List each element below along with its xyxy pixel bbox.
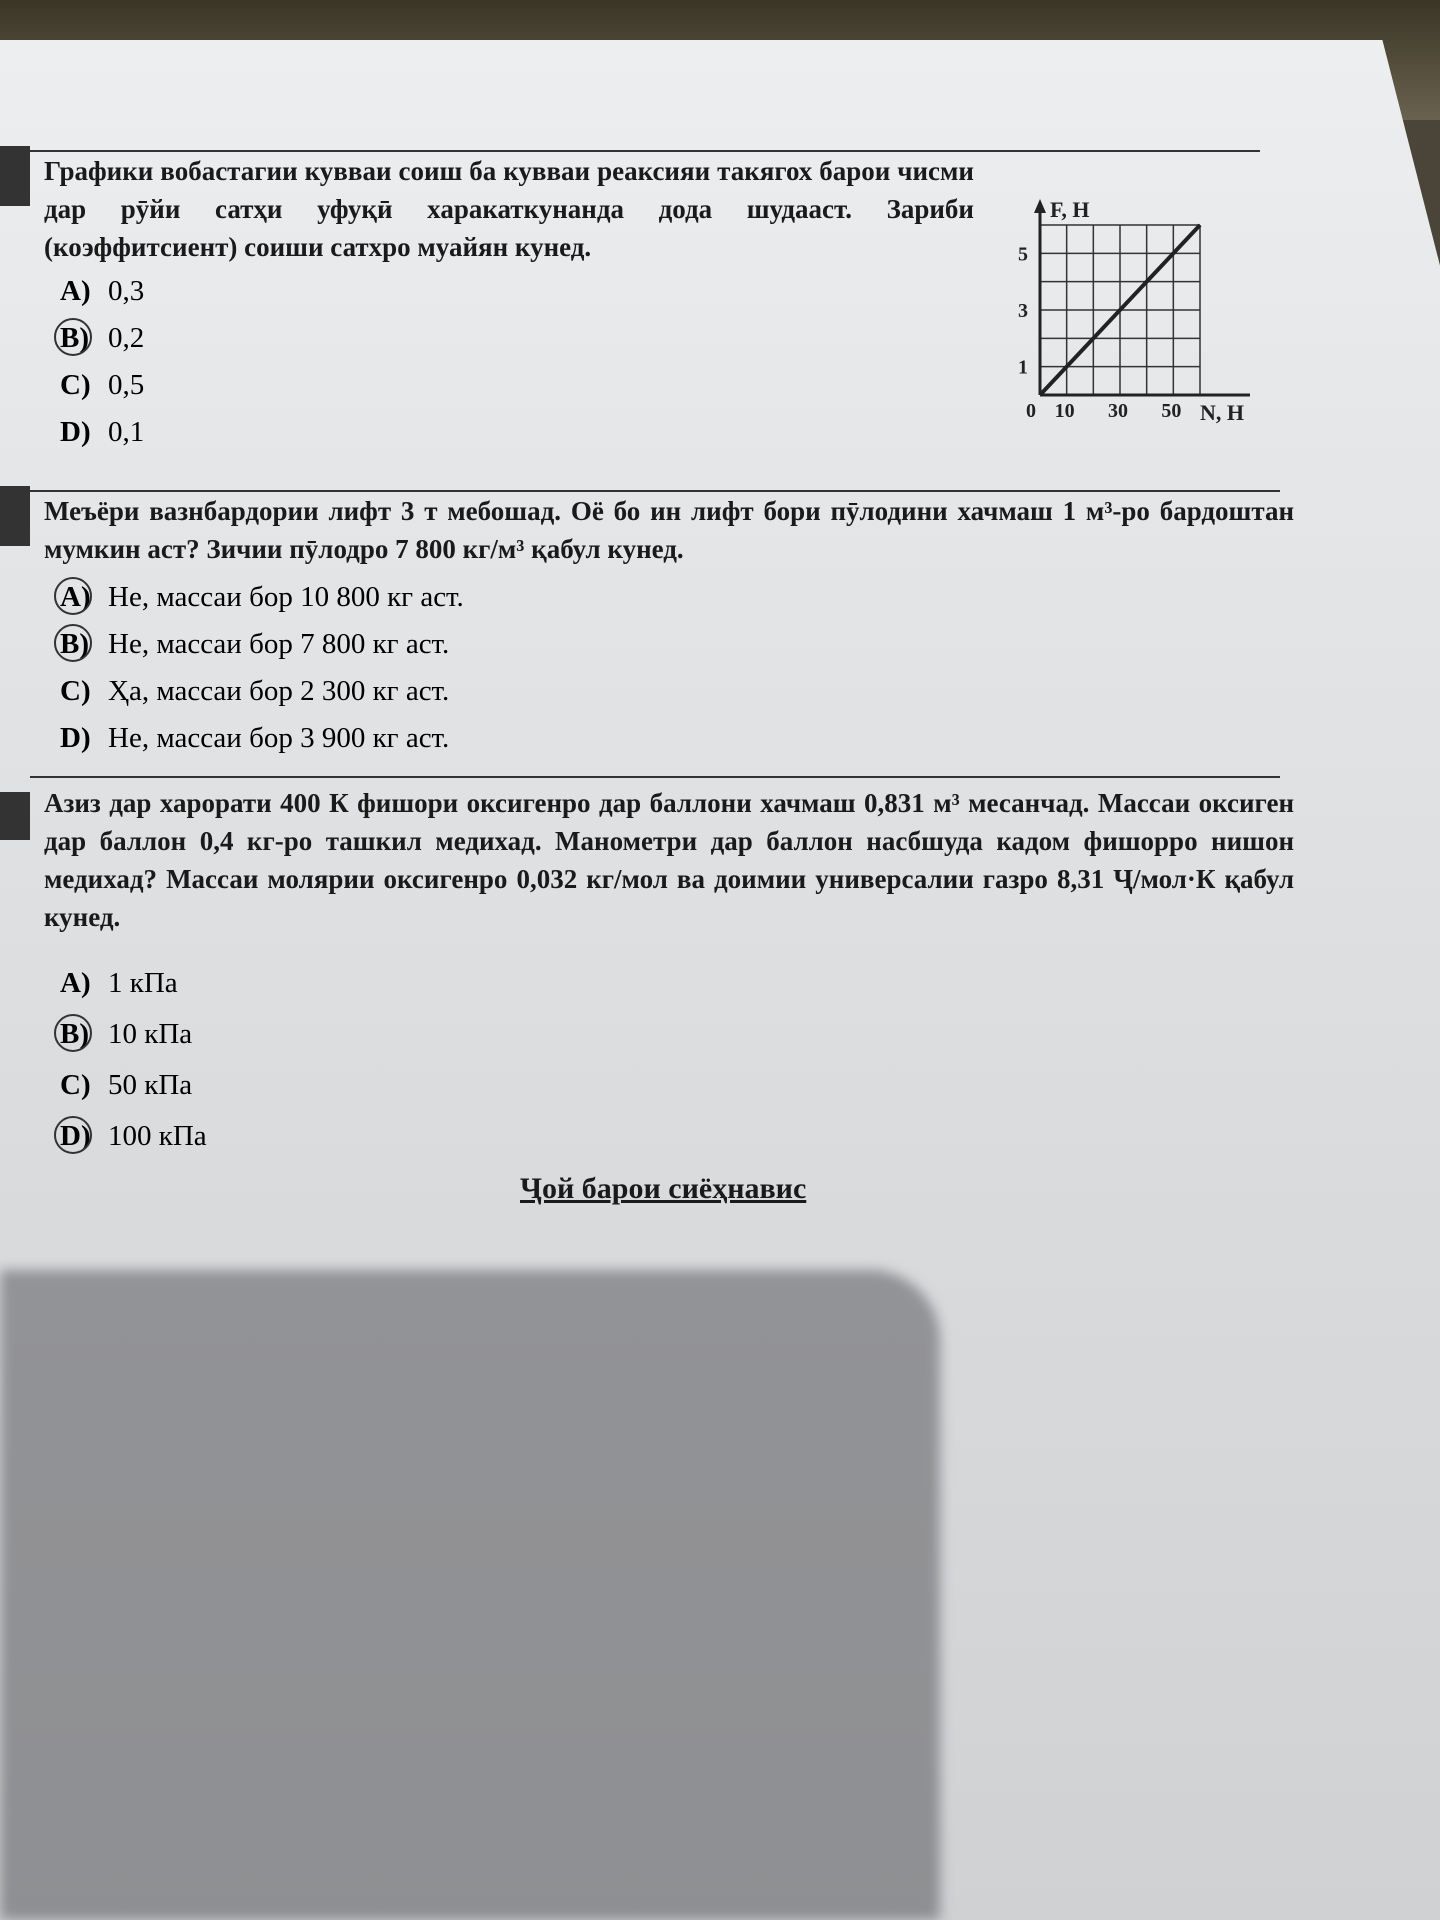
y-axis-arrow <box>1034 199 1046 213</box>
option-a[interactable]: A) 0,3 <box>60 275 145 307</box>
question-2-text: Меъёри вазнбардории лифт 3 т мебошад. Оё бо ин лифт бори пӯлодини хачмаш 1 м³-ро бардоштан мумкин аст? Зичии пӯлодро 7 800 кг/м³ қабул кунед. <box>44 496 1294 564</box>
question-3-options <box>60 958 207 1162</box>
question-2-marker <box>0 486 30 546</box>
y-tick-label: 1 <box>1018 356 1028 379</box>
option-a[interactable]: A) Не, массаи бор 10 800 кг аст. <box>60 581 464 613</box>
question-3-marker <box>0 792 30 840</box>
question-1-options <box>60 268 144 456</box>
circle-mark-icon: B) <box>60 1018 108 1051</box>
option-d[interactable]: D) 0,1 <box>60 416 145 448</box>
y-tick-label: 5 <box>1018 243 1028 266</box>
question-1-marker <box>0 146 30 206</box>
circle-mark-icon: A) <box>60 581 108 614</box>
question-1-text: Графики вобастагии кувваи соиш ба кувваи реаксияи такягох барои чисми дар рӯйи сатҳи уфуқӣ харакаткунанда дода шудааст. Зариби (коэффитсиент) соиши сатхро муайян кунед. <box>44 156 974 262</box>
y-axis-label: F, Н <box>1050 197 1090 222</box>
x-axis-label: N, Н <box>1200 400 1244 425</box>
option-d[interactable]: D) Не, массаи бор 3 900 кг аст. <box>60 722 450 754</box>
question-3-text: Азиз дар харорати 400 К фишори оксигенро дар баллони хачмаш 0,831 м³ месанчад. Массаи оксиген дар баллон 0,4 кг-ро ташкил медихад. Манометри дар баллон насбшуда кадом фишорро нишон медихад? Массаи молярии оксигенро 0,032 кг/мол ва доимии универсалии газро 8,31 Ҷ/мол·К қабул кунед. <box>44 788 1294 932</box>
x-tick-label: 30 <box>1108 400 1128 422</box>
option-a[interactable]: A) 1 кПа <box>60 967 178 999</box>
hand-shadow <box>0 1270 940 1920</box>
option-c[interactable]: C) 0,5 <box>60 369 145 401</box>
option-b[interactable]: B) 0,2 <box>60 322 145 354</box>
force-graph <box>1010 195 1260 430</box>
circle-mark-icon: B) <box>60 322 108 355</box>
option-b[interactable]: B) 10 кПа <box>60 1018 193 1050</box>
x-tick-label: 10 <box>1054 400 1075 422</box>
option-c[interactable]: C) 50 кПа <box>60 1069 193 1101</box>
x-tick-label: 50 <box>1161 400 1182 422</box>
option-d[interactable]: D) 100 кПа <box>60 1120 207 1152</box>
option-b[interactable]: B) Не, массаи бор 7 800 кг аст. <box>60 628 450 660</box>
scratch-area-title: Ҷой барои сиёҳнавис <box>520 1172 807 1205</box>
x-tick-label: 0 <box>1026 400 1036 422</box>
circle-mark-icon: D) <box>60 1120 108 1153</box>
y-tick-label: 3 <box>1018 300 1028 322</box>
question-2-options <box>60 574 464 762</box>
question-3-rule <box>30 776 1280 778</box>
option-c[interactable]: C) Ҳа, массаи бор 2 300 кг аст. <box>60 675 450 707</box>
circle-mark-icon: B) <box>60 628 108 661</box>
